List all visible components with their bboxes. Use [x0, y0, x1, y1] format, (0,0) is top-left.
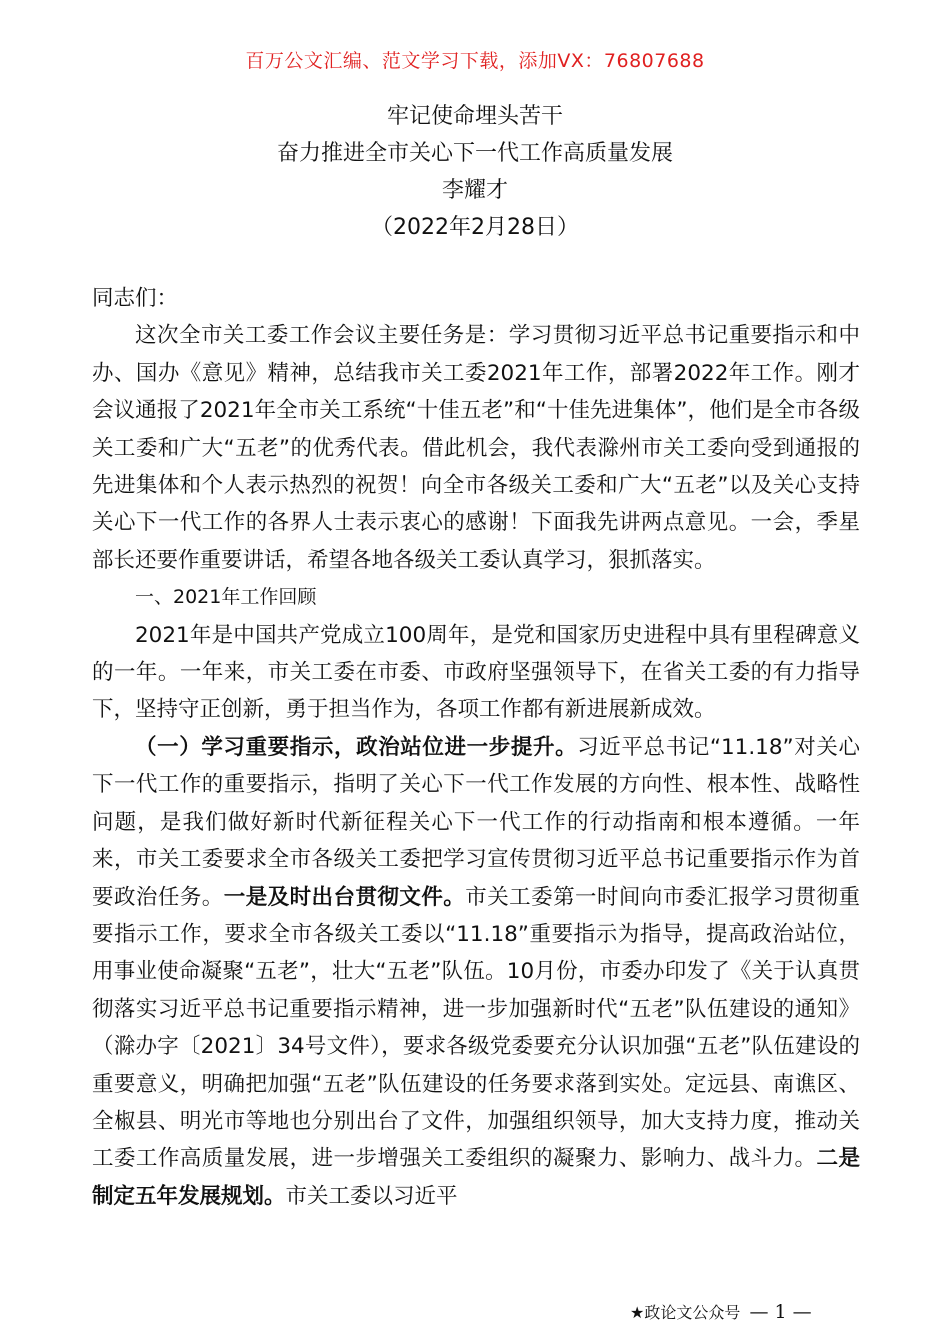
point-two-text: 市关工委以习近平 — [285, 1183, 458, 1209]
section-intro-paragraph: 2021年是中国共产党成立100周年，是党和国家历史进程中具有里程碑意义的一年。一年来，市关工委在市委、市政府坚强领导下，在省关工委的有力指导下，坚持守正创新，勇于担当作为，各项工作都有新进展新成效。 — [92, 622, 860, 723]
document-body — [92, 280, 860, 1215]
watermark-banner: 百万公文汇编、范文学习下载，添加VX：76807688 — [245, 50, 705, 72]
point-one-text: 市关工委第一时间向市委汇报学习贯彻重要指示工作，要求全市各级关工委以“11.18”重要指示为指导，提高政治站位，用事业使命凝聚“五老”，壮大“五老”队伍。10月份，市委办印发了《关于认真贯彻落实习近平总书记重要指示精神，进一步加强新时代“五老”队伍建设的通知》（滁办字〔2021〕34号文件），要求各级党委要充分认识加强“五老”队伍建设的重要意义，明确把加强“五老”队伍建设的任务要求落到实处。定远县、南谯区、全椒县、明光市等地也分别出台了文件，加强组织领导，加大支持力度，推动关工委工作高质量发展，进一步增强关工委组织的凝聚力、影响力、战斗力。 — [92, 884, 860, 1172]
speech-date: （2022年2月28日） — [371, 215, 579, 240]
title-line-1: 牢记使命埋头苦干 — [386, 104, 563, 129]
subsection-paragraph — [92, 729, 860, 1215]
intro-paragraph: 这次全市关工委工作会议主要任务是：学习贯彻习近平总书记重要指示和中办、国办《意见》精神，总结我市关工委2021年工作，部署2022年工作。刚才会议通报了2021年全市关工系统“十佳五老”和“十佳先进集体”，他们是全市各级关工委和广大“五老”的优秀代表。借此机会，我代表滁州市关工委向受到通报的先进集体和个人表示热烈的祝贺！向全市各级关工委和广大“五老”以及关心支持关心下一代工作的各界人士表示衷心的感谢！下面我先讲两点意见。一会，季星部长还要作重要讲话，希望各地各级关工委认真学习，狠抓落实。 — [92, 323, 860, 573]
salutation: 同志们： — [92, 286, 179, 311]
subsection-text: 习近平总书记“11.18”对关心下一代工作的重要指示，指明了关心下一代工作发展的方向性、根本性、战略性问题，是我们做好新时代新征程关心下一代工作的行动指南和根本遵循。一年来，市关工委要求全市各级关工委把学习宣传贯彻习近平总书记重要指示作为首要政治任务。 — [92, 734, 860, 910]
page-number: — 1 — — [749, 1301, 812, 1323]
title-block — [0, 98, 950, 246]
point-one-heading: 一是及时出台贯彻文件。 — [223, 884, 466, 910]
point-two-heading: 二是制定五年发展规划。 — [92, 1146, 860, 1209]
footer-source: ★政论文公众号 — [630, 1303, 741, 1322]
title-line-2: 奋力推进全市关心下一代工作高质量发展 — [276, 141, 673, 166]
author-name: 李耀才 — [441, 178, 508, 203]
section-heading: 一、2021年工作回顾 — [135, 586, 317, 609]
subsection-heading: （一）学习重要指示，政治站位进一步提升。 — [135, 734, 578, 760]
page-footer — [630, 1300, 890, 1323]
